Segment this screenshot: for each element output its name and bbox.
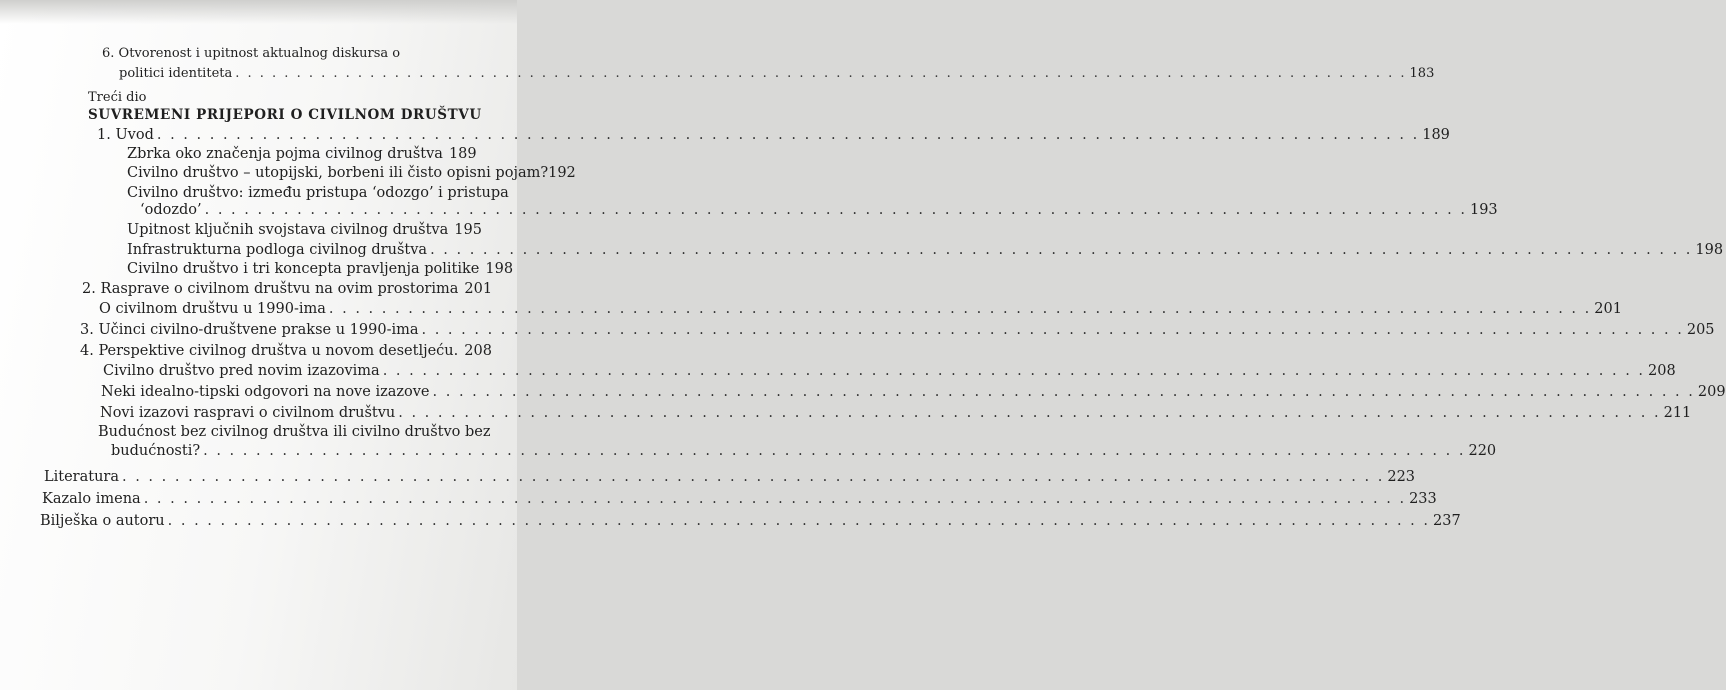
dot-leader bbox=[430, 241, 1692, 259]
toc-subentry bbox=[140, 201, 1498, 219]
toc-entry-page: 189 bbox=[448, 146, 477, 162]
toc-entry-page: 223 bbox=[1387, 469, 1416, 485]
toc-entry-title: 3. Učinci civilno-društvene prakse u 1990-ima bbox=[80, 322, 419, 338]
toc-entry-title: Infrastrukturna podloga civilnog društva bbox=[127, 242, 428, 258]
toc-subentry bbox=[111, 442, 1497, 460]
toc-entry-page: 208 bbox=[464, 343, 492, 359]
dot-leader bbox=[398, 404, 1660, 422]
toc-subentry bbox=[103, 362, 1676, 380]
toc-entry-title: Kazalo imena bbox=[42, 491, 141, 507]
dot-leader bbox=[203, 442, 1465, 460]
part-label: Treći dio bbox=[88, 90, 147, 105]
toc-subentry bbox=[127, 164, 576, 182]
toc-entry-title: 4. Perspektive civilnog društva u novom desetljeću. bbox=[80, 343, 459, 359]
toc-entry-page: 211 bbox=[1663, 405, 1692, 421]
toc-entry-page: 195 bbox=[454, 222, 482, 238]
toc-entry-title: 1. Uvod bbox=[97, 127, 154, 143]
toc-entry-page: 183 bbox=[1409, 66, 1435, 81]
toc-subentry bbox=[127, 260, 514, 278]
dot-leader bbox=[422, 321, 1684, 339]
dot-leader bbox=[168, 512, 1430, 530]
toc-backmatter bbox=[42, 490, 1437, 508]
toc-entry-page: 201 bbox=[464, 281, 493, 297]
dot-leader bbox=[122, 468, 1384, 486]
toc-entry-title: Civilno društvo pred novim izazovima bbox=[103, 363, 380, 379]
toc-entry-title: ‘odozdo’ bbox=[140, 202, 202, 218]
dot-leader bbox=[383, 362, 1645, 380]
toc-entry-1 bbox=[97, 126, 1450, 144]
toc-entry-page: 198 bbox=[1695, 242, 1724, 258]
toc-entry-page: 209 bbox=[1697, 384, 1726, 400]
toc-entry-title: Upitnost ključnih svojstava civilnog društva bbox=[127, 222, 449, 238]
toc-entry-title: Bilješka o autoru bbox=[40, 513, 165, 529]
toc-entry-page: 198 bbox=[485, 261, 514, 277]
toc-subentry-line1: Budućnost bez civilnog društva ili civilno društvo bez bbox=[98, 424, 491, 440]
toc-entry-3 bbox=[80, 321, 1715, 339]
toc-entry-title: Civilno društvo i tri koncepta pravljenja politike bbox=[127, 261, 480, 277]
toc-subentry-line1: Civilno društvo: između pristupa ‘odozgo’ i pristupa bbox=[127, 185, 509, 201]
toc-entry-page: 192 bbox=[548, 165, 576, 181]
toc-entry-title: Novi izazovi raspravi o civilnom društvu bbox=[100, 405, 396, 421]
dot-leader bbox=[329, 300, 1591, 318]
toc-entry-2-cont bbox=[99, 300, 1622, 318]
toc-entry-page: 237 bbox=[1433, 513, 1461, 529]
part-title: SUVREMENI PRIJEPORI O CIVILNOM DRUŠTVU bbox=[88, 107, 482, 123]
toc-entry-title: Zbrka oko značenja pojma civilnog društva bbox=[127, 146, 443, 162]
toc-entry-page: 205 bbox=[1686, 322, 1715, 338]
toc-backmatter bbox=[40, 512, 1461, 530]
toc-subentry bbox=[127, 145, 477, 163]
toc-entry-title: Literatura bbox=[44, 469, 119, 485]
toc-entry-title: budućnosti? bbox=[111, 443, 201, 459]
toc-entry-page: 201 bbox=[1594, 301, 1622, 317]
toc-backmatter bbox=[44, 468, 1416, 486]
toc-entry-title: Neki idealno-tipski odgovori na nove izazove bbox=[101, 384, 430, 400]
toc-entry-page: 233 bbox=[1409, 491, 1437, 507]
toc-entry-title: O civilnom društvu u 1990-ima bbox=[99, 301, 326, 317]
page-shadow bbox=[0, 0, 517, 24]
toc-entry-6-line1: 6. Otvorenost i upitnost aktualnog diskursa o bbox=[102, 46, 401, 61]
toc-entry-page: 208 bbox=[1648, 363, 1676, 379]
toc-subentry bbox=[127, 221, 482, 239]
dot-leader bbox=[235, 65, 1406, 83]
toc-entry-title: 2. Rasprave o civilnom društvu na ovim prostorima bbox=[82, 281, 459, 297]
toc-entry-title: politici identiteta bbox=[119, 66, 233, 81]
toc-subentry bbox=[127, 241, 1724, 259]
toc-entry-2 bbox=[82, 280, 493, 298]
toc-subentry bbox=[100, 404, 1692, 422]
dot-leader bbox=[157, 126, 1419, 144]
toc-entry-page: 193 bbox=[1469, 202, 1498, 218]
toc-entry-title: Civilno društvo – utopijski, borbeni ili čisto opisni pojam? bbox=[127, 165, 549, 181]
dot-leader bbox=[433, 383, 1695, 401]
toc-entry-6-line2 bbox=[119, 65, 1435, 83]
toc-entry-page: 220 bbox=[1468, 443, 1497, 459]
toc-entry-page: 189 bbox=[1422, 127, 1450, 143]
toc-subentry bbox=[101, 383, 1726, 401]
dot-leader bbox=[205, 201, 1467, 219]
dot-leader bbox=[144, 490, 1406, 508]
toc-entry-4 bbox=[80, 342, 492, 360]
